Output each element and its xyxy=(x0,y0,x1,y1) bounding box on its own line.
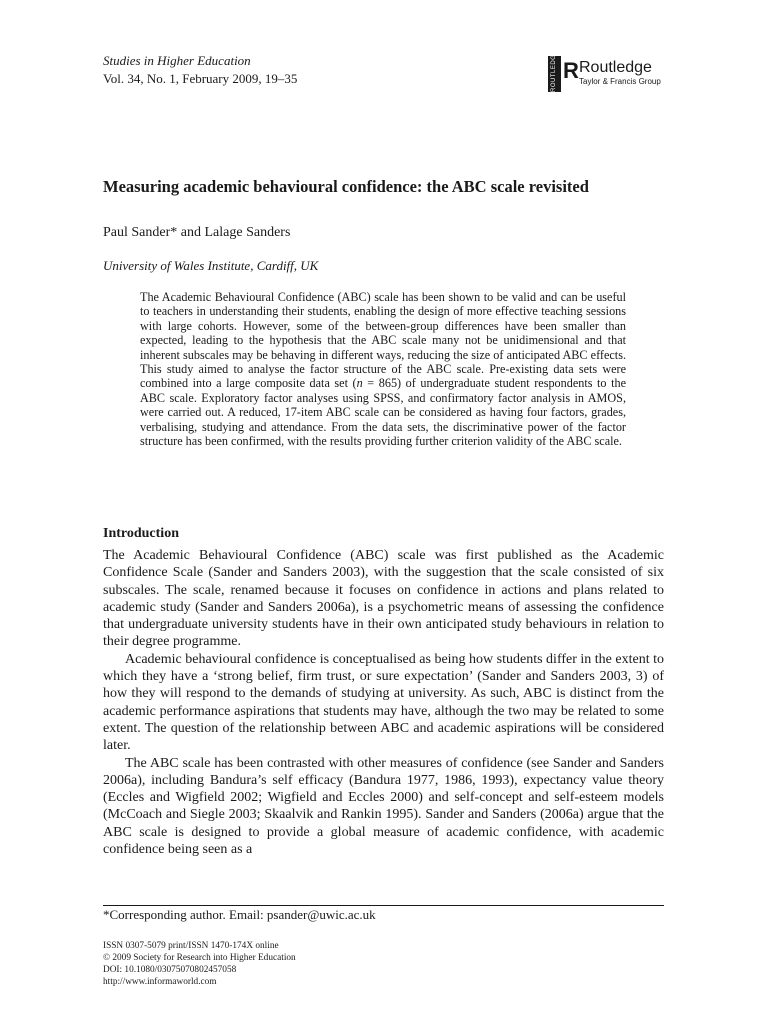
article-authors: Paul Sander* and Lalage Sanders xyxy=(103,225,291,240)
abstract-n-symbol: n xyxy=(356,376,363,391)
body-paragraph: Academic behavioural confidence is conceptualised as being how students differ in the extent to which they have a ‘strong belief, firm trust, or sure expectation’ (Sander and Sanders 2003, 3) of how they will respond to the demands of studying at university. As such, ABC is distinct from the academic performance aspirations that students may have, although the two may be related to some extent. The question of the relationship between ABC and academic aspirations will be considered later. xyxy=(103,651,664,754)
doi: DOI: 10.1080/03075070802457058 xyxy=(103,965,237,975)
volume-info: Vol. 34, No. 1, February 2009, 19–35 xyxy=(103,71,298,86)
publisher-initial: R xyxy=(563,58,579,83)
abstract xyxy=(140,290,626,448)
publisher-url[interactable]: http://www.informaworld.com xyxy=(103,977,217,987)
publisher-logo xyxy=(548,50,678,96)
body-paragraph: The Academic Behavioural Confidence (ABC) scale was first published as the Academic Confidence Scale (Sander and Sanders 2003), with the suggestion that the scale consisted of six subscales. The scale, renamed because it focuses on confidence in actions and plans related to academic study (Sander and Sanders 2006a), is a psychometric means of assessing the confidence that undergraduate university students have in their own anticipated study behaviours in relation to their degree programme. xyxy=(103,548,664,650)
footnote: *Corresponding author. Email: psander@uwic.ac.uk xyxy=(103,907,376,922)
body-paragraph: The ABC scale has been contrasted with other measures of confidence (see Sander and Sanders 2006a), including Bandura’s self efficacy (Bandura 1977, 1986, 1993), expectancy value theory (Eccles and Wigfield 2002; Wigfield and Eccles 2000) and self-concept and self-esteem models (McCoach and Siegle 2003; Skaalvik and Rankin 1995). Sander and Sanders (2006a) argue that the ABC scale is designed to provide a global measure of academic confidence, with academic confidence being seen as a xyxy=(103,755,664,858)
publisher-subtitle: Taylor & Francis Group xyxy=(579,77,661,86)
abstract-text-start: The Academic Behavioural Confidence (ABC) scale has been shown to be valid and can be useful to teachers in understanding their students, enabling the design of more effective teaching sessions with large cohorts. However, some of the between-group differences have been smaller than expected, leading to the hypothesis that the ABC scale many not be unidimensional and that inherent subscales may be behaving in different ways, reducing the size of anticipated ABC effects. This study aimed to analyse the factor structure of the ABC scale. Pre-existing data sets were combined into a large composite data set ( xyxy=(140,290,626,391)
journal-name: Studies in Higher Education xyxy=(103,53,251,68)
publication-meta xyxy=(103,940,296,988)
author-affiliation: University of Wales Institute, Cardiff, UK xyxy=(103,258,319,273)
copyright: © 2009 Society for Research into Higher Education xyxy=(103,953,296,963)
article-title: Measuring academic behavioural confidence: the ABC scale revisited xyxy=(103,177,589,196)
body-text xyxy=(103,547,664,858)
publisher-vertical-mark: ROUTLEDGE xyxy=(548,56,561,92)
abstract-text-end: = 865) of undergraduate student respondents to the ABC scale. Exploratory factor analyses using SPSS, and confirmatory factor analysis in AMOS, were carried out. A reduced, 17-item ABC scale can be considered as having four factors, grades, verbalising, studying and attendance. From the data sets, the discriminative power of the factor structure has been confirmed, with the results providing further criterion validity of the ABC scale. xyxy=(140,376,626,449)
section-heading: Introduction xyxy=(103,526,179,541)
publisher-name: Routledge xyxy=(579,59,652,76)
issn: ISSN 0307-5079 print/ISSN 1470-174X online xyxy=(103,941,279,951)
